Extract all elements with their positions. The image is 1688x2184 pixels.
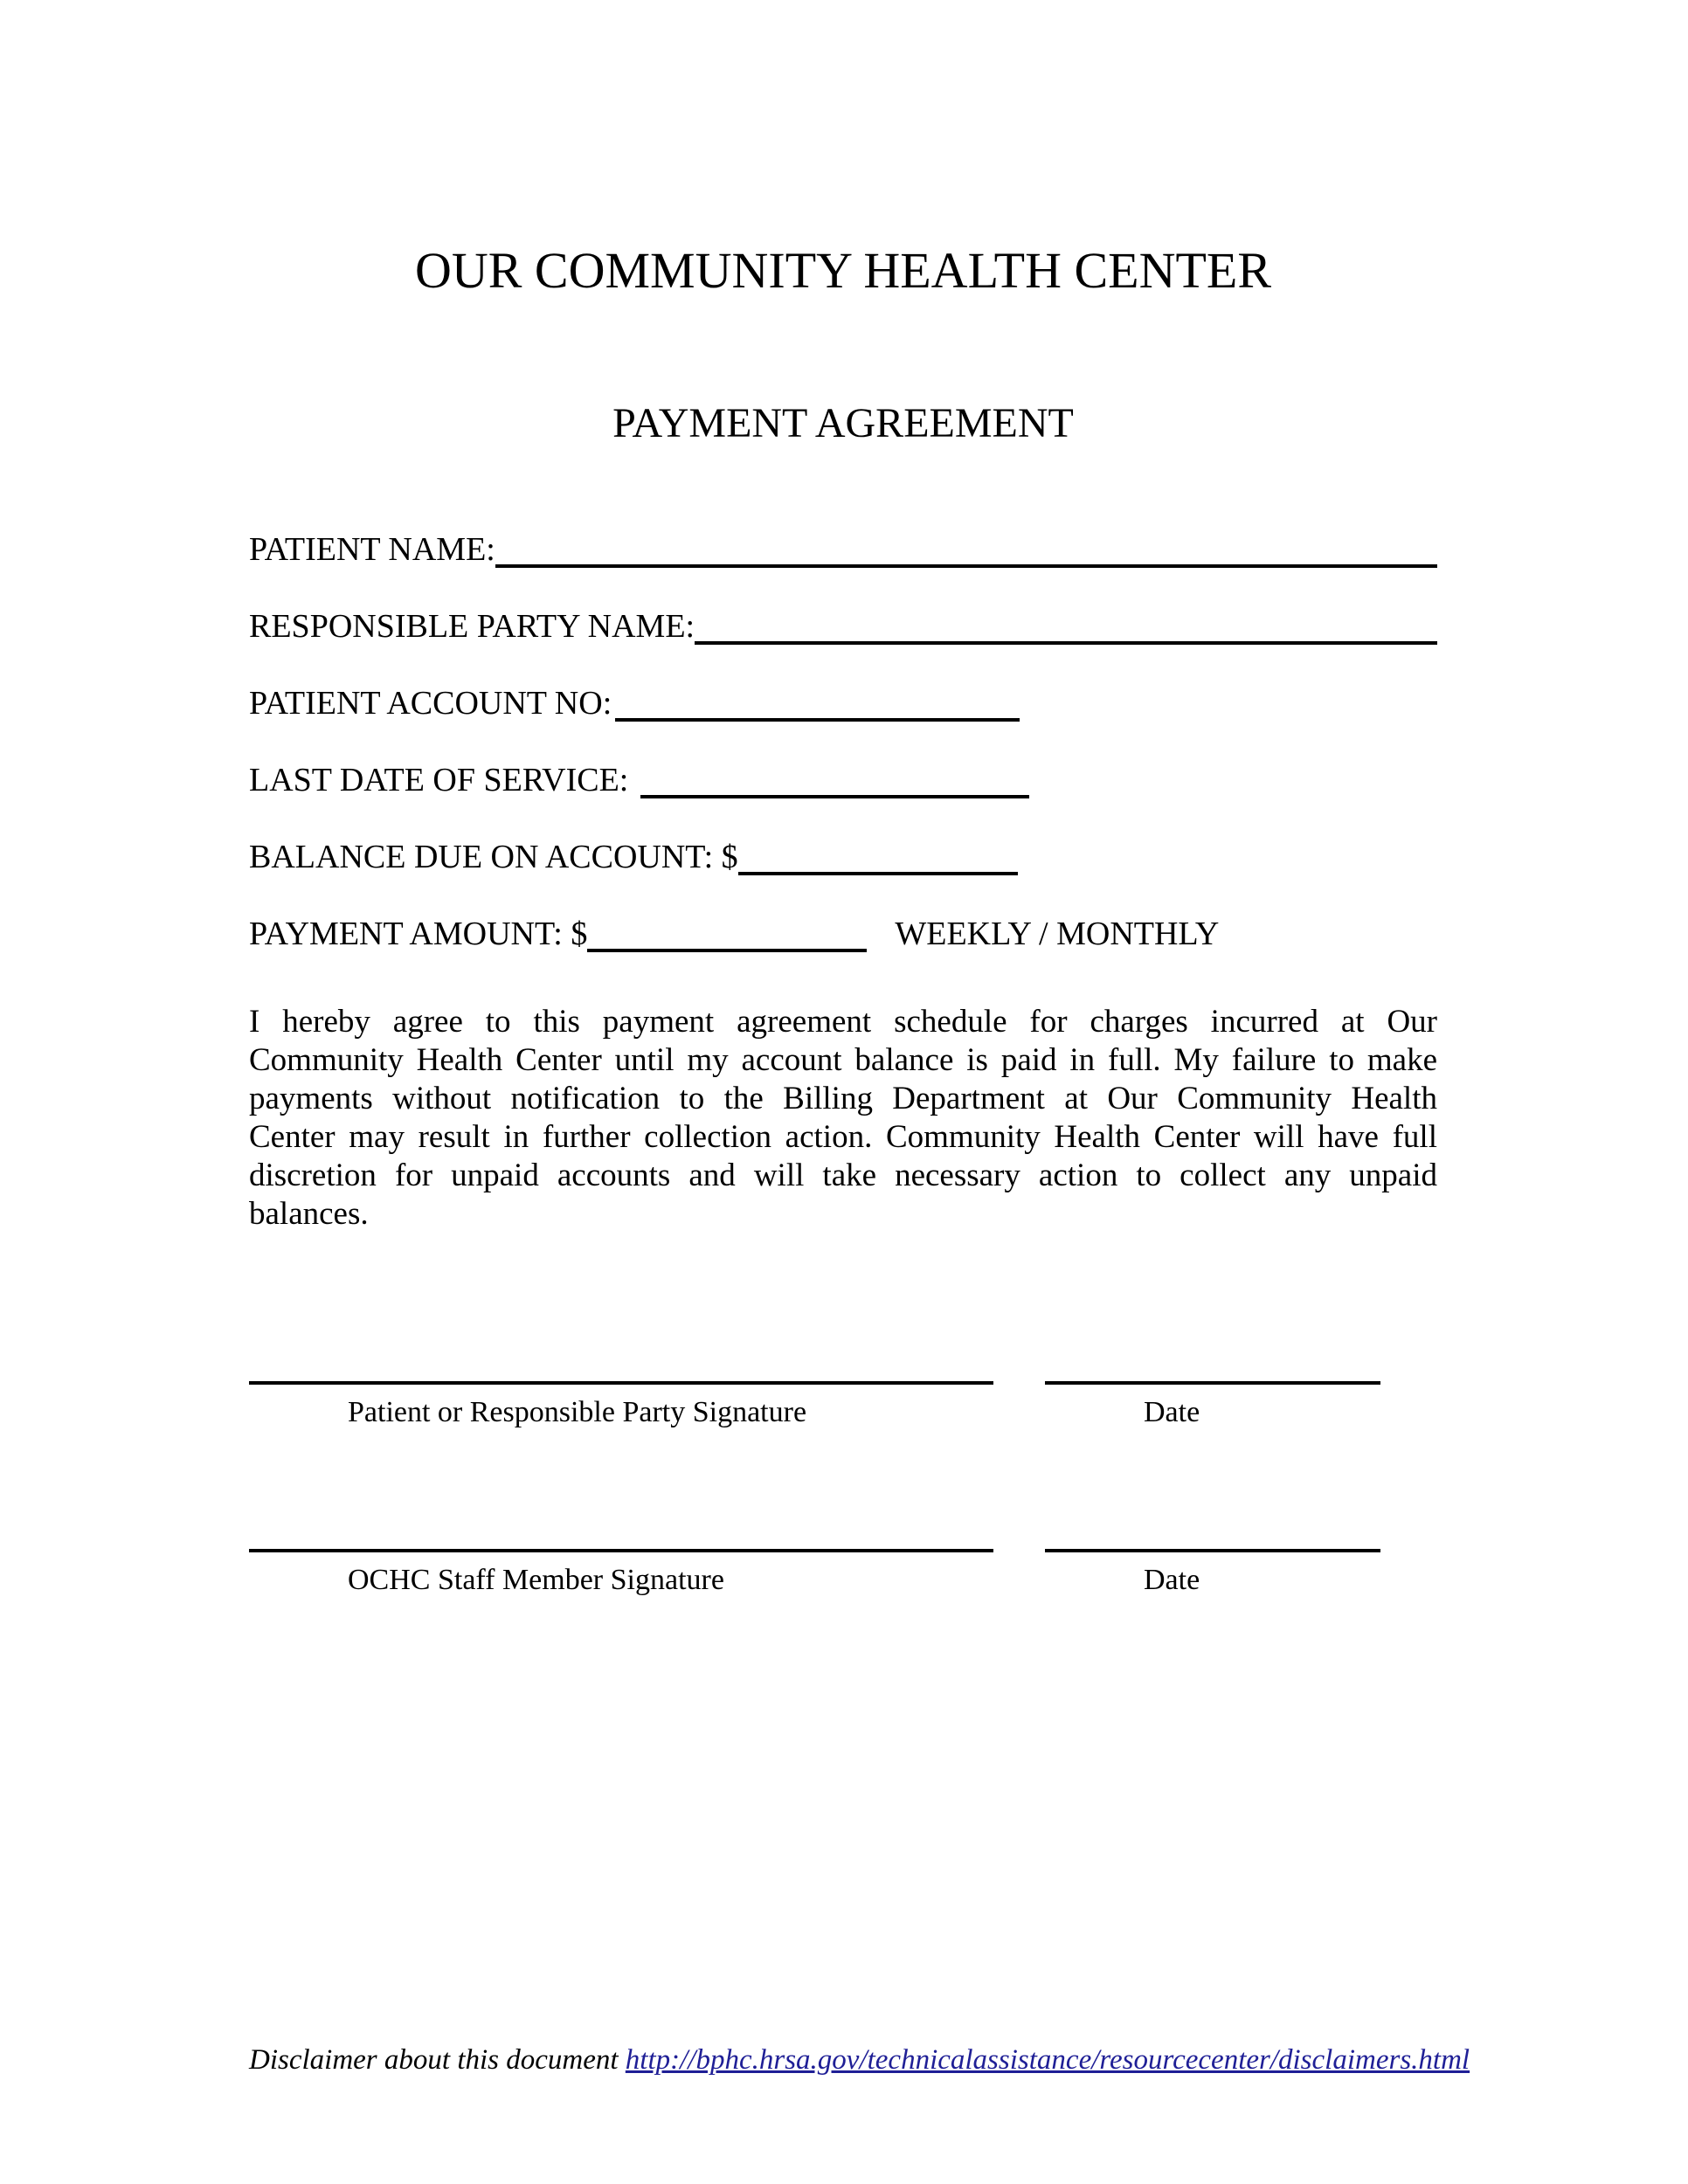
patient-date-column [1045,1381,1380,1430]
payment-amount-blank-line [587,949,867,952]
agreement-line: Community Health Center until my account balance is paid in full. My failure to make [249,1042,1437,1078]
account-no-label: PATIENT ACCOUNT NO: [249,685,612,722]
patient-signature-line [249,1381,993,1385]
disclaimer-text: Disclaimer about this document [249,2044,626,2076]
staff-signature-column [249,1549,993,1598]
field-row-payment-amount [249,900,1437,977]
patient-name-label: PATIENT NAME: [249,531,495,568]
patient-name-blank-line [495,564,1437,568]
field-row-patient-name [249,515,1437,592]
staff-signature-row [249,1549,1437,1598]
payment-amount-label: PAYMENT AMOUNT: $ [249,916,588,952]
form-fields [249,515,1437,977]
responsible-party-blank-line [695,641,1437,645]
staff-signature-label: OCHC Staff Member Signature [348,1564,724,1596]
responsible-party-label: RESPONSIBLE PARTY NAME: [249,608,695,645]
footer-disclaimer [249,2041,1472,2079]
staff-date-label: Date [1144,1564,1200,1596]
patient-date-label: Date [1144,1396,1200,1428]
disclaimer-link[interactable]: http://bphc.hrsa.gov/technicalassistance/resourcecenter/disclaimers.html [625,2044,1470,2076]
agreement-line: Center may result in further collection action. Community Health Center will have full [249,1119,1437,1155]
staff-signature-line [249,1549,993,1552]
agreement-line: I hereby agree to this payment agreement schedule for charges incurred at Our [249,1004,1437,1040]
field-row-last-date [249,746,1437,823]
agreement-line: balances. [249,1196,369,1232]
staff-date-line [1045,1549,1380,1552]
field-row-balance-due [249,823,1437,900]
balance-due-label: BALANCE DUE ON ACCOUNT: $ [249,839,738,875]
agreement-line: discretion for unpaid accounts and will take necessary action to collect any unpaid [249,1158,1437,1193]
patient-signature-row [249,1381,1437,1430]
field-row-account-no [249,669,1437,746]
patient-signature-column [249,1381,993,1430]
signature-spacer [993,1381,1045,1430]
account-no-blank-line [615,718,1020,722]
last-date-blank-line [640,795,1029,798]
field-row-responsible-party [249,592,1437,669]
signature-spacer [993,1549,1045,1598]
patient-signature-label: Patient or Responsible Party Signature [348,1396,807,1428]
document-subtitle: PAYMENT AGREEMENT [612,400,1074,446]
agreement-line: payments without notification to the Billing Department at Our Community Health [249,1081,1437,1116]
agreement-paragraph [249,1003,1437,1234]
patient-date-line [1045,1381,1380,1385]
last-date-label: LAST DATE OF SERVICE: [249,762,629,798]
balance-due-blank-line [738,872,1018,875]
document-title: OUR COMMUNITY HEALTH CENTER [414,242,1272,299]
payment-frequency-options: WEEKLY / MONTHLY [895,916,1220,952]
staff-date-column [1045,1549,1380,1598]
